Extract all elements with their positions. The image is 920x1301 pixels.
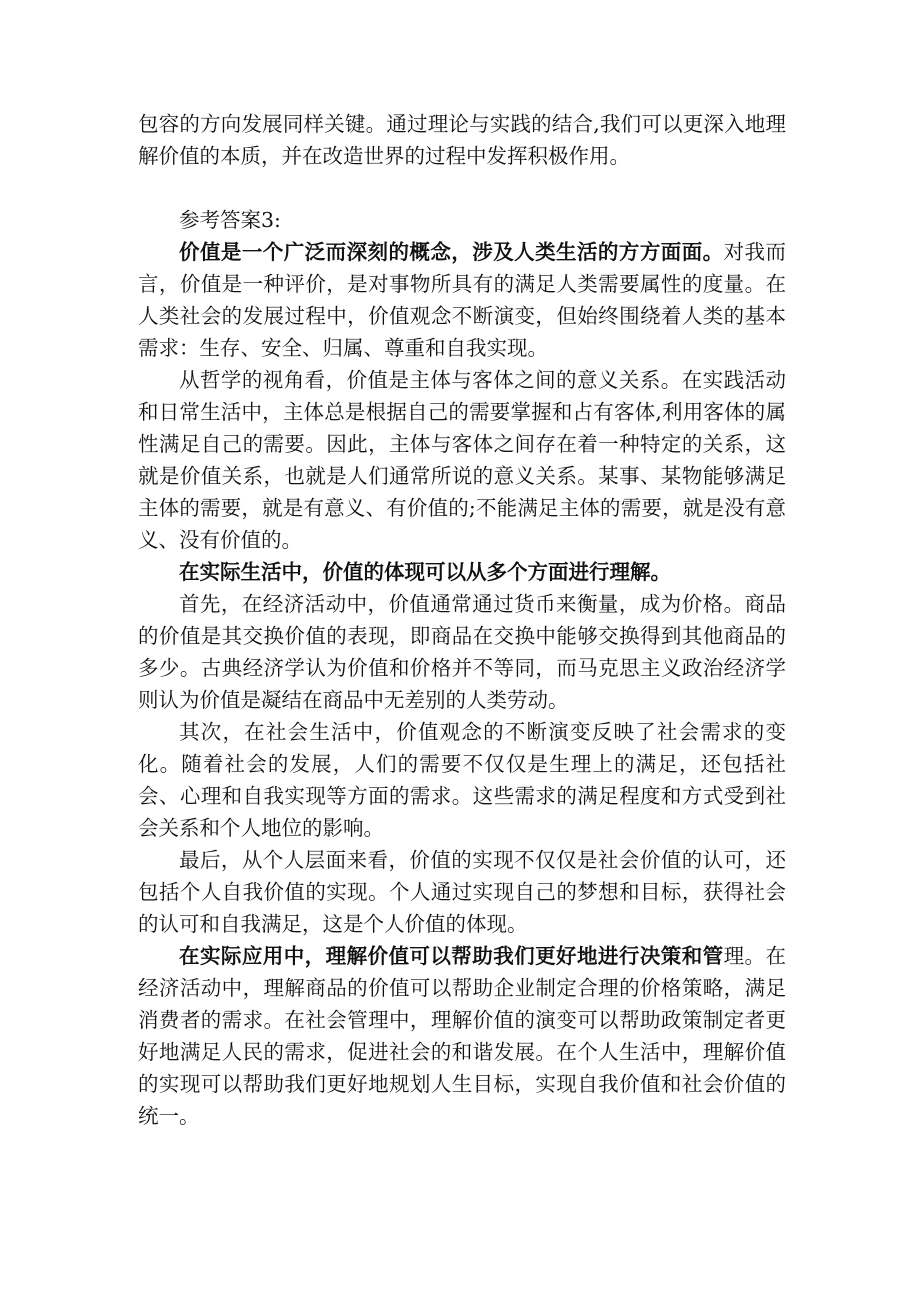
paragraph-economic: 首先，在经济活动中，价值通常通过货币来衡量，成为价格。商品的价值是其交换价值的表现，即商品在交换中能够交换得到其他商品的多少。古典经济学认为价值和价格并不等同，而马克思主义政治经济学则认为价值是凝结在商品中无差别的人类劳动。: [138, 592, 786, 712]
paragraph-application-lead: 在实际应用中，理解价值可以帮助我们更好地进行决策和管: [179, 944, 724, 968]
paragraph-application: [138, 940, 786, 1132]
paragraph-application-rest: 理。在经济活动中，理解商品的价值可以帮助企业制定合理的价格策略，满足消费者的需求。在社会管理中，理解价值的演变可以帮助政策制定者更好地满足人民的需求，促进社会的和谐发展。在个人生活中，理解价值的实现可以帮助我们更好地规划人生目标，实现自我价值和社会价值的统一。: [138, 944, 787, 1128]
paragraph-philosophy: 从哲学的视角看，价值是主体与客体之间的意义关系。在实践活动和日常生活中，主体总是根据自己的需要掌握和占有客体,利用客体的属性满足自己的需要。因此，主体与客体之间存在着一种特定的关系，这就是价值关系，也就是人们通常所说的意义关系。某事、某物能够满足主体的需要，就是有意义、有价值的;不能满足主体的需要，就是没有意义、没有价值的。: [138, 368, 786, 552]
paragraph-social: 其次，在社会生活中，价值观念的不断演变反映了社会需求的变化。随着社会的发展，人们的需要不仅仅是生理上的满足，还包括社会、心理和自我实现等方面的需求。这些需求的满足程度和方式受到社会关系和个人地位的影响。: [138, 720, 786, 840]
paragraph-personal: 最后，从个人层面来看，价值的实现不仅仅是社会价值的认可，还包括个人自我价值的实现。个人通过实现自己的梦想和目标，获得社会的认可和自我满足，这是个人价值的体现。: [138, 848, 786, 936]
paragraph-gap: [138, 172, 786, 204]
document-page: [138, 108, 786, 1132]
paragraph-practical-heading: 在实际生活中，价值的体现可以从多个方面进行理解。: [179, 560, 671, 584]
section-heading: 参考答案3:: [179, 208, 281, 232]
intro-paragraph: 包容的方向发展同样关键。通过理论与实践的结合,我们可以更深入地理解价值的本质，并在改造世界的过程中发挥积极作用。: [138, 112, 786, 168]
paragraph-definition-lead: 价值是一个广泛而深刻的概念，涉及人类生活的方方面面。: [179, 240, 724, 264]
paragraph-definition-rest: 对我而言，价值是一种评价，是对事物所具有的满足人类需要属性的度量。在人类社会的发展过程中，价值观念不断演变，但始终围绕着人类的基本需求：生存、安全、归属、尊重和自我实现。: [138, 240, 787, 360]
paragraph-definition: [138, 236, 786, 364]
